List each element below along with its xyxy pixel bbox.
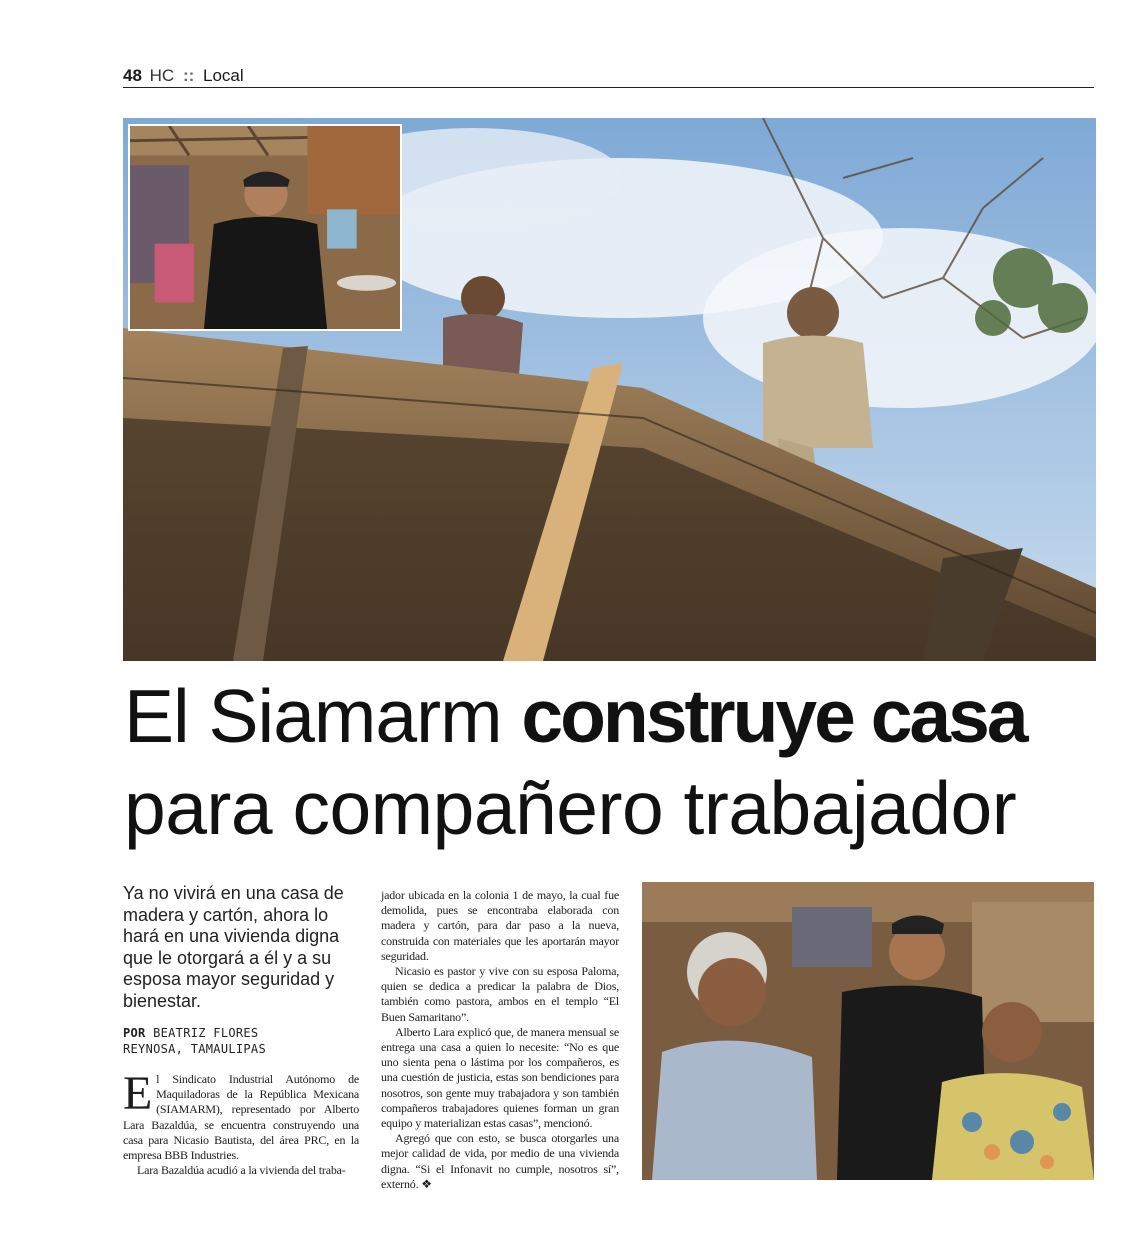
page-folio	[123, 66, 1093, 86]
drop-cap: E	[123, 1067, 153, 1120]
side-photo	[642, 882, 1094, 1180]
article-paragraph-5-text: Agregó que con esto, se busca otorgarles una mejor calidad de vida, por medio de una vivienda digna. “Si el Infonavit no cumple, nosotros sí”, externó.	[381, 1131, 619, 1191]
headline-line-2: para compañero trabajador	[124, 766, 1017, 850]
folio-separator: ::	[182, 66, 195, 85]
byline	[123, 1025, 359, 1057]
byline-author: BEATRIZ FLORES	[153, 1026, 259, 1040]
publication-name: HC	[149, 66, 175, 85]
article-paragraph-2-start: Lara Bazaldúa acudió a la vivienda del traba-	[137, 1163, 346, 1178]
byline-por: POR	[123, 1026, 146, 1040]
article-column-1	[123, 1067, 359, 1178]
section-name: Local	[203, 66, 244, 85]
headline-line-1	[124, 670, 1094, 762]
article-paragraph-2-cont: jador ubicada en la colonia 1 de mayo, la cual fue demolida, pues se encontraba elaborada con madera y cartón, para dar paso a la nueva, construida con materiales que les aportarán mayor seguridad.	[381, 888, 619, 963]
deck-summary: Ya no vivirá en una casa de madera y cartón, ahora lo hará en una vivienda digna que le otorgará a él y a su esposa mayor seguridad y bienestar.	[123, 883, 344, 1011]
inset-photo	[128, 124, 402, 331]
article-paragraph-3: Nicasio es pastor y vive con su esposa Paloma, quien se dedica a predicar la palabra de Dios, también como pastora, ambos en el templo “El Buen Samaritano”.	[381, 964, 619, 1024]
byline-location: REYNOSA, TAMAULIPAS	[123, 1042, 266, 1056]
article-paragraph-5	[381, 1131, 619, 1192]
page-number: 48	[123, 66, 142, 85]
headline-part-2: construye casa	[521, 674, 1026, 758]
article-paragraph-1-text: l Sindicato Industrial Autónomo de Maquiladoras de la República Mexicana (SIAMARM), representado por Alberto Lara Bazaldúa, se encuentra construyendo una casa para Nicasio Bautista, del área PRC, en la empresa BBB Industries.	[123, 1072, 359, 1163]
headline-part-1: El Siamarm	[124, 674, 502, 758]
article-paragraph-1	[123, 1067, 359, 1163]
end-mark-icon: ❖	[421, 1176, 432, 1191]
article-paragraph-4: Alberto Lara explicó que, de manera mensual se entrega una casa a quien lo necesite: “No es que uno sienta pena o lástima por los compañeros, es una cuestión de justicia, estas son bendiciones para nosotros, son gente muy trabajadora y son también compañeros trabajadores quienes forman un gran equipo y materializan estas casas”, mencionó.	[381, 1024, 619, 1131]
header-rule	[123, 87, 1094, 88]
headline	[124, 670, 1094, 854]
article-column-2	[381, 888, 619, 1192]
